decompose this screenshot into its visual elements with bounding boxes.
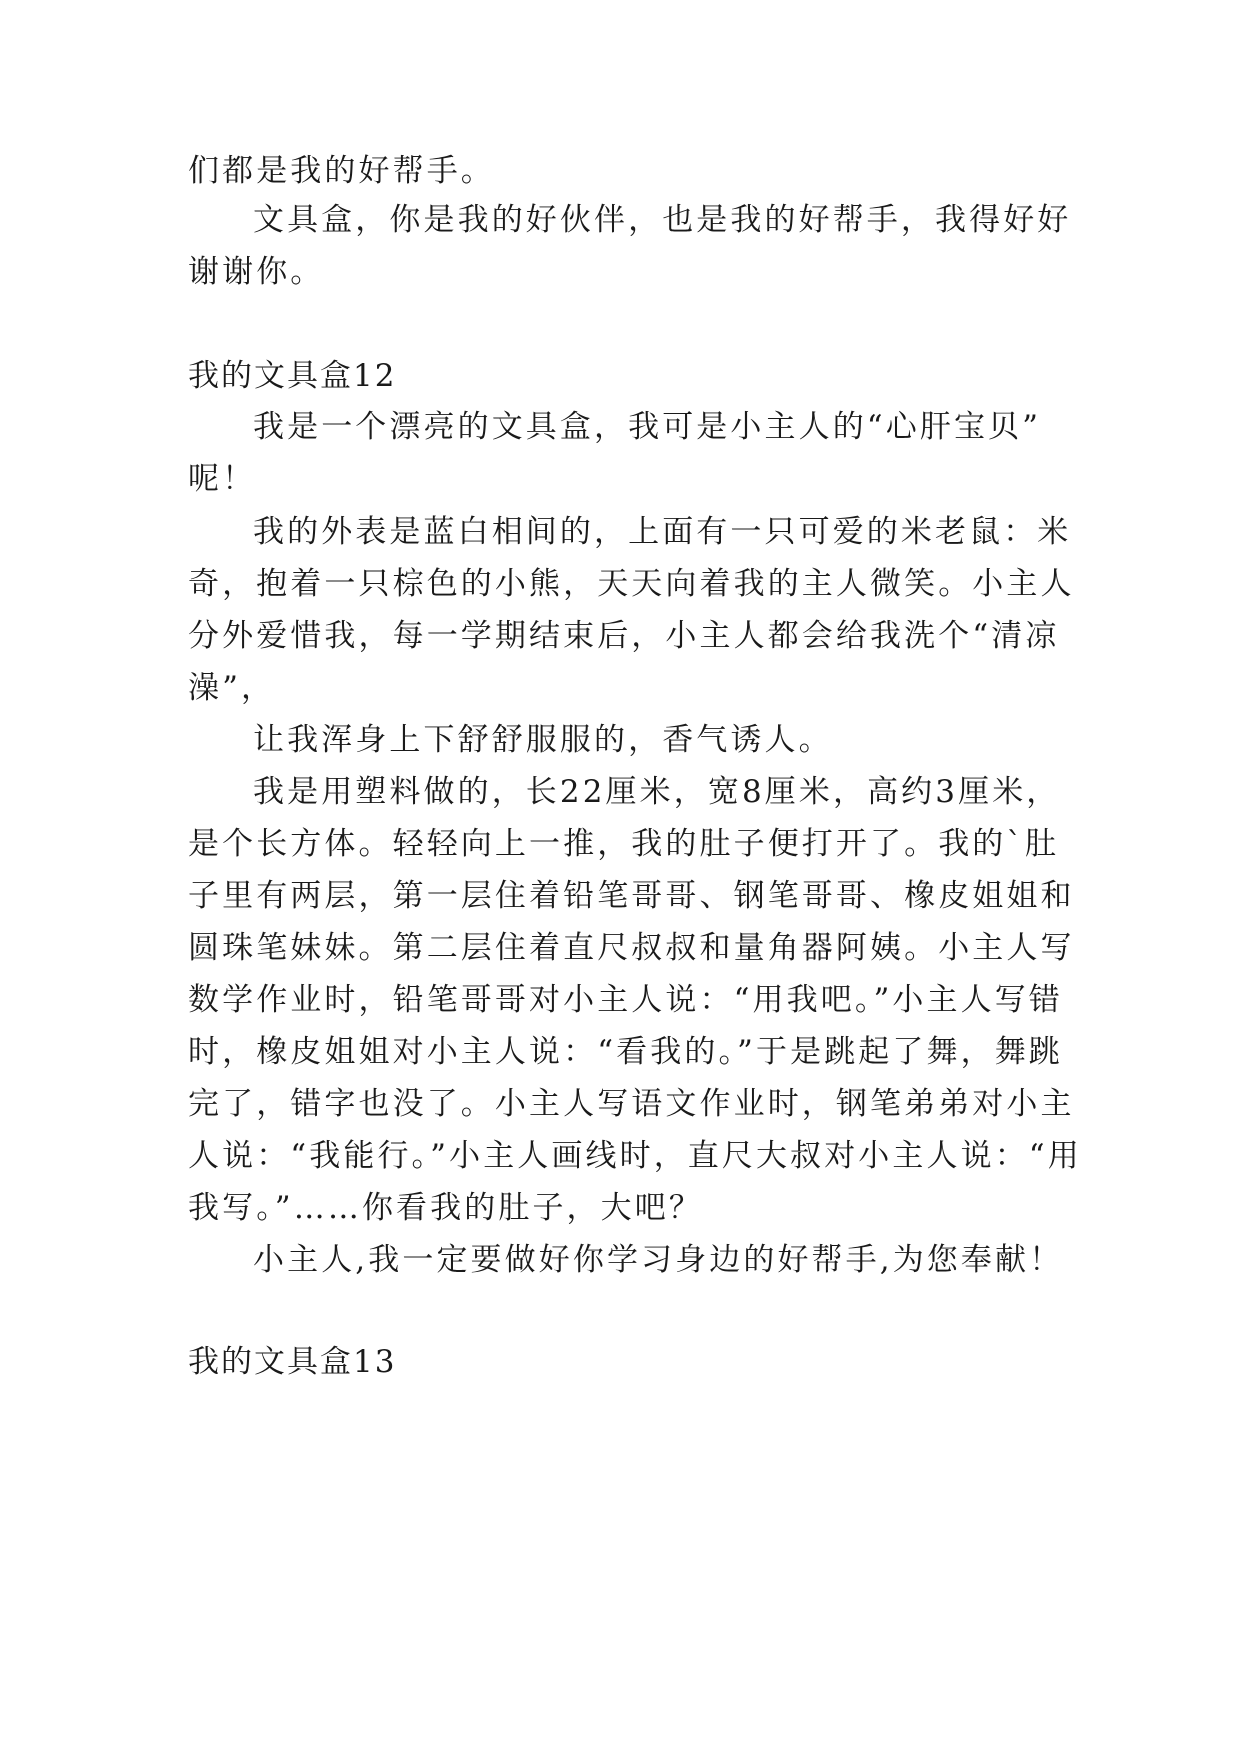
- paragraph-first-line: 我是用塑料做的，长22厘米，宽8厘米，高约3厘米，: [253, 774, 1061, 810]
- paragraph-first-line: 文具盒，你是我的好伙伴，也是我的好帮手，我得好好: [253, 202, 1072, 238]
- text-line: 们都是我的好帮手。: [188, 153, 495, 189]
- text-line: 子里有两层，第一层住着铅笔哥哥、钢笔哥哥、橡皮姐姐和: [188, 878, 1075, 914]
- text-line: 时，橡皮姐姐对小主人说：“看我的。”于是跳起了舞，舞跳: [188, 1034, 1063, 1070]
- paragraph-first-line: 我的外表是蓝白相间的，上面有一只可爱的米老鼠：米: [253, 514, 1072, 550]
- section-heading: 我的文具盒13: [188, 1344, 397, 1380]
- text-line: 呢！: [188, 461, 257, 497]
- text-line: 谢谢你。: [188, 254, 325, 290]
- text-line: 数学作业时，铅笔哥哥对小主人说：“用我吧。”小主人写错: [188, 982, 1063, 1018]
- text-line: 圆珠笔妹妹。第二层住着直尺叔叔和量角器阿姨。小主人写: [188, 930, 1075, 966]
- section-heading: 我的文具盒12: [188, 358, 397, 394]
- text-line: 完了，错字也没了。小主人写语文作业时，钢笔弟弟对小主: [188, 1086, 1075, 1122]
- text-line: 澡”，: [188, 670, 276, 706]
- text-line: 分外爱惜我，每一学期结束后，小主人都会给我洗个“清凉: [188, 618, 1060, 654]
- paragraph-first-line: 小主人,我一定要做好你学习身边的好帮手,为您奉献！: [253, 1242, 1064, 1278]
- text-line: 是个长方体。轻轻向上一推，我的肚子便打开了。我的`肚: [188, 826, 1060, 862]
- paragraph-first-line: 让我浑身上下舒舒服服的，香气诱人。: [253, 722, 833, 758]
- text-line: 奇，抱着一只棕色的小熊，天天向着我的主人微笑。小主人: [188, 566, 1075, 602]
- text-line: 人说：“我能行。”小主人画线时，直尺大叔对小主人说：“用: [188, 1138, 1082, 1174]
- paragraph-first-line: 我是一个漂亮的文具盒，我可是小主人的“心肝宝贝”: [253, 409, 1042, 445]
- text-line: 我写。”……你看我的肚子，大吧？: [188, 1190, 703, 1226]
